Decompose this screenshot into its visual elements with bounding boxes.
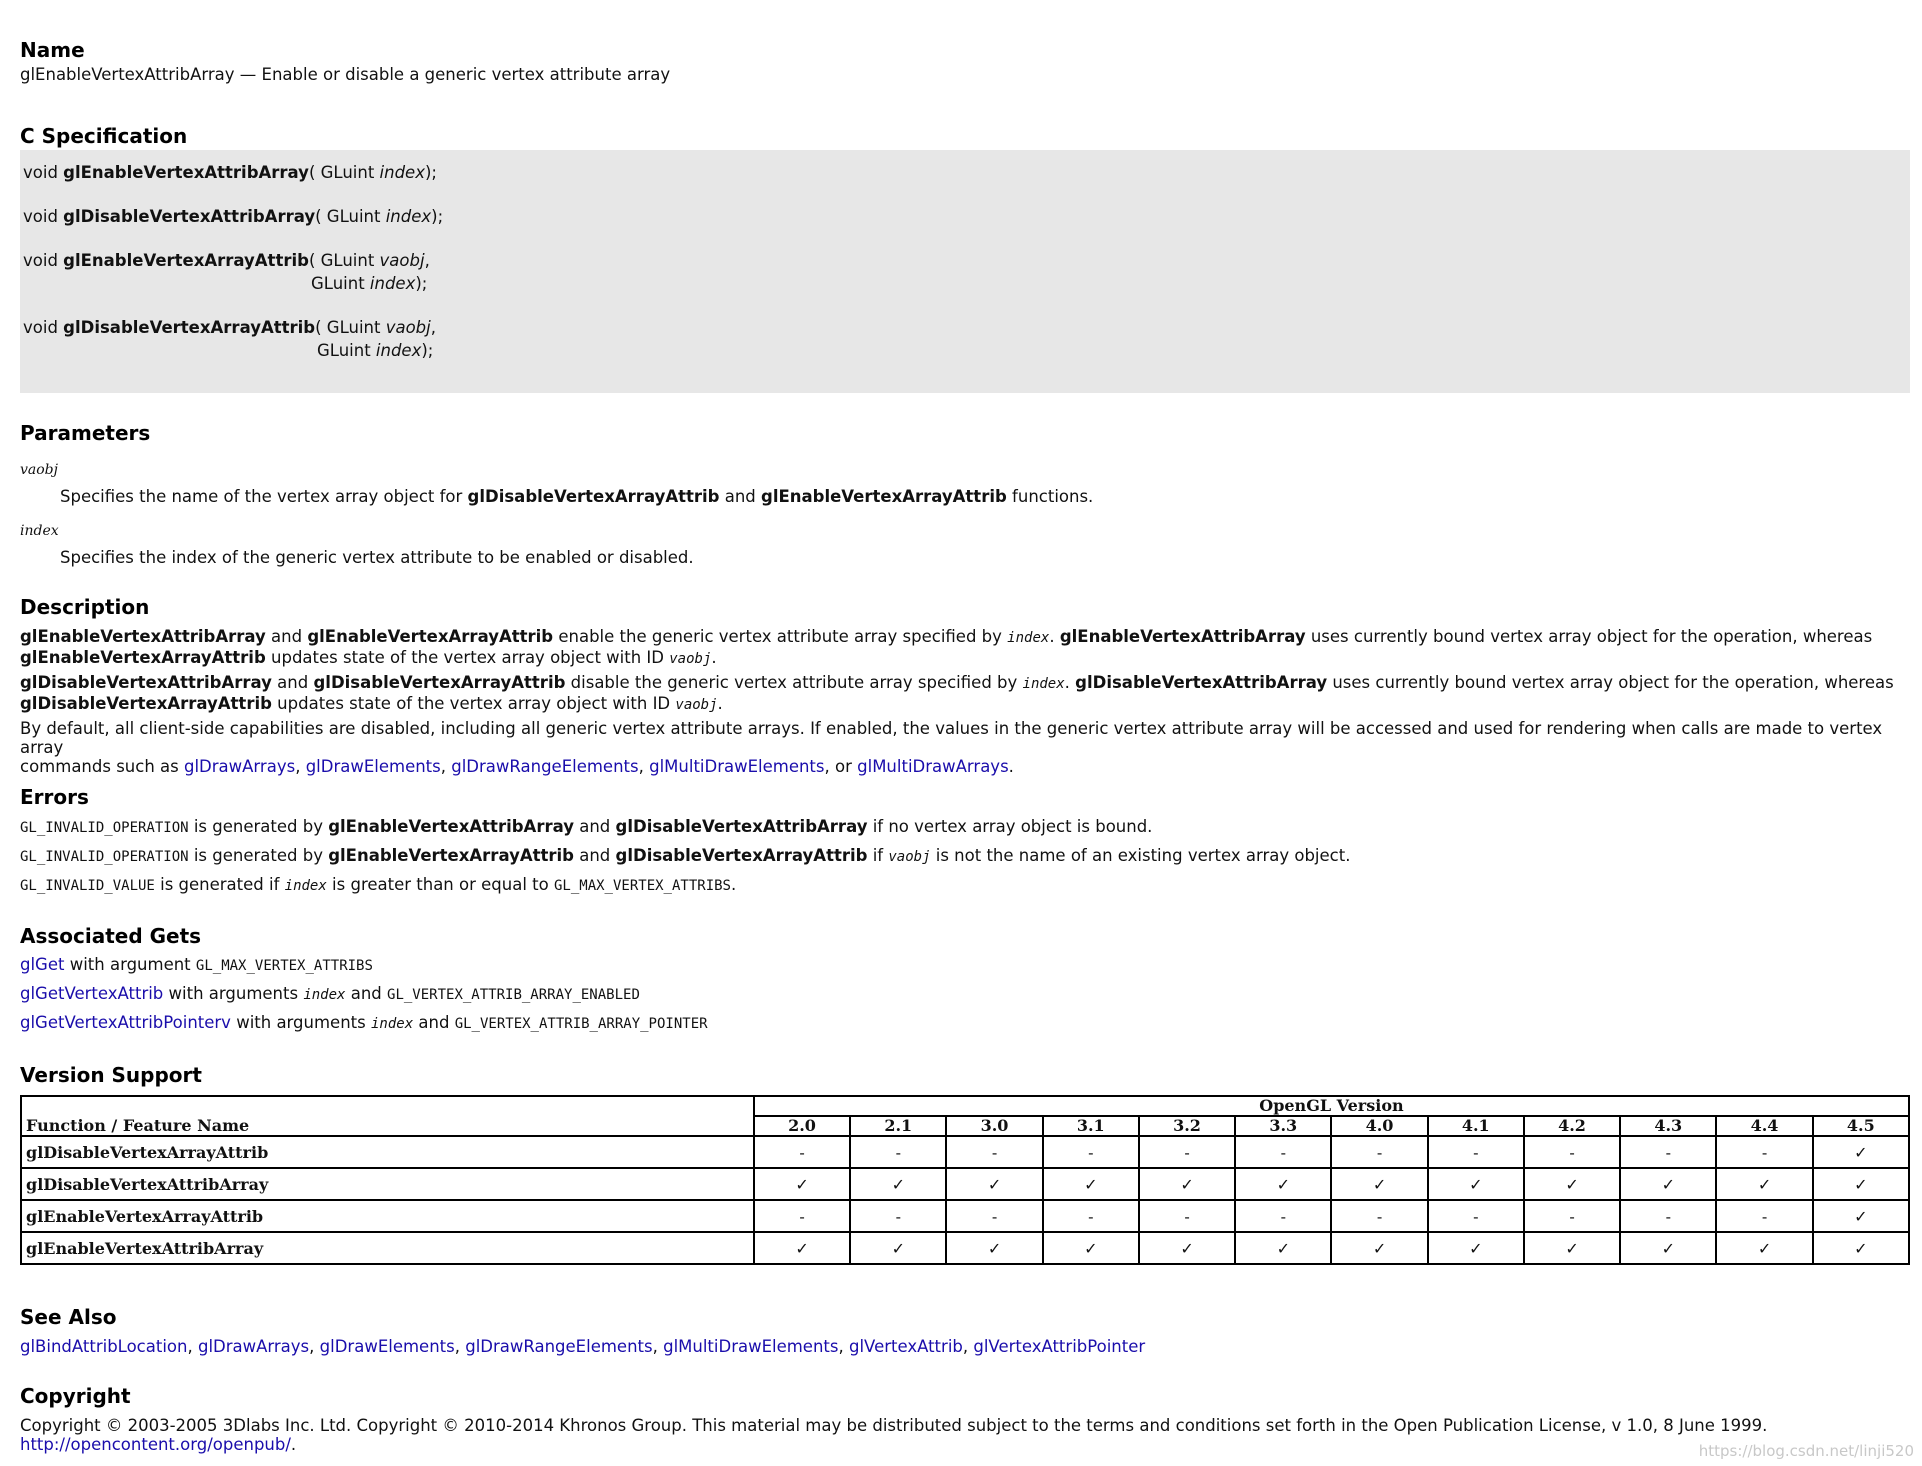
supported-check-cell: ✓ [946, 1168, 1042, 1200]
text: and [345, 984, 388, 1003]
cspec-line-1 [23, 163, 437, 182]
func-name: glDisableVertexArrayAttrib [467, 487, 720, 506]
supported-check-cell: ✓ [1043, 1232, 1139, 1264]
gets-heading: Associated Gets [20, 924, 202, 948]
func-name: glEnableVertexAttribArray [1059, 627, 1306, 646]
func-name: glDisableVertexArrayAttrib [615, 846, 868, 865]
version-col-2-1: 2.1 [850, 1116, 946, 1136]
unsupported-dash-cell: - [1139, 1200, 1235, 1232]
punct: ); [415, 274, 428, 293]
text: and [573, 846, 616, 865]
supported-check-cell: ✓ [1716, 1168, 1812, 1200]
link-gldrawrangeelements[interactable]: glDrawRangeElements [451, 757, 639, 776]
text: with argument [64, 955, 196, 974]
link-glbindattriblocation[interactable]: glBindAttribLocation [20, 1337, 188, 1356]
desc-heading: Description [20, 595, 150, 619]
param-ref: index [284, 878, 327, 894]
link-gldrawarrays[interactable]: glDrawArrays [197, 1337, 310, 1356]
desc-para-2 [20, 673, 1910, 715]
supported-check-cell: ✓ [754, 1168, 850, 1200]
supported-check-cell: ✓ [1428, 1232, 1524, 1264]
text: , or [824, 757, 858, 776]
param-name: index [369, 274, 416, 293]
punct: ); [421, 341, 434, 360]
constant: GL_VERTEX_ATTRIB_ARRAY_ENABLED [387, 987, 640, 1003]
supported-check-cell: ✓ [850, 1232, 946, 1264]
unsupported-dash-cell: - [1716, 1200, 1812, 1232]
link-gldrawarrays[interactable]: glDrawArrays [183, 757, 296, 776]
col-header-function: Function / Feature Name [21, 1096, 754, 1136]
unsupported-dash-cell: - [1331, 1200, 1427, 1232]
text: By default, all client-side capabilities are disabled, including all generic vertex attribute arrays. If enabled, the values in the generic vertex attribute array will be accessed and used for rendering when calls are made to vertex array [20, 719, 1883, 757]
separator: , [652, 1337, 664, 1356]
cspec-line-3b [311, 274, 427, 293]
text: , [295, 757, 306, 776]
text: disable the generic vertex attribute array specified by [565, 673, 1023, 692]
row-function-name: glDisableVertexAttribArray [21, 1168, 754, 1200]
link-gldrawelements[interactable]: glDrawElements [305, 757, 441, 776]
separator: , [309, 1337, 320, 1356]
link-openpub[interactable]: http://opencontent.org/openpub/ [20, 1435, 291, 1454]
punct: ); [424, 163, 437, 182]
text: is not the name of an existing vertex array object. [930, 846, 1351, 865]
supported-check-cell: ✓ [754, 1232, 850, 1264]
link-glmultidrawarrays[interactable]: glMultiDrawArrays [857, 757, 1009, 776]
name-func: glEnableVertexAttribArray [20, 65, 235, 84]
supported-check-cell: ✓ [1524, 1232, 1620, 1264]
version-col-3-3: 3.3 [1235, 1116, 1331, 1136]
version-col-4-0: 4.0 [1331, 1116, 1427, 1136]
param-ref: vaobj [669, 651, 712, 667]
supported-check-cell: ✓ [1716, 1232, 1812, 1264]
supported-check-cell: ✓ [1331, 1232, 1427, 1264]
desc-para-3 [20, 719, 1910, 776]
text: , [440, 757, 452, 776]
supported-check-cell: ✓ [1620, 1168, 1716, 1200]
unsupported-dash-cell: - [1524, 1136, 1620, 1168]
error-2 [20, 846, 1350, 867]
cspec-box [20, 150, 1910, 393]
param-name: vaobj [385, 318, 431, 337]
link-glvertexattribpointer[interactable]: glVertexAttribPointer [973, 1337, 1146, 1356]
text: enable the generic vertex attribute array specified by [553, 627, 1008, 646]
cspec-line-4b [317, 341, 433, 360]
func-name: glEnableVertexArrayAttrib [328, 846, 574, 865]
ret-type: void [23, 163, 64, 182]
param-term-vaobj: vaobj [20, 462, 58, 478]
get-1 [20, 955, 373, 976]
unsupported-dash-cell: - [1043, 1136, 1139, 1168]
unsupported-dash-cell: - [1524, 1200, 1620, 1232]
func-name: glEnableVertexArrayAttrib [20, 648, 266, 667]
text: is generated if [154, 875, 285, 894]
param-ref: index [1022, 676, 1065, 692]
unsupported-dash-cell: - [850, 1136, 946, 1168]
supported-check-cell: ✓ [1139, 1168, 1235, 1200]
supported-check-cell: ✓ [1235, 1168, 1331, 1200]
func-name: glEnableVertexArrayAttrib [63, 251, 309, 270]
text: . [290, 1435, 297, 1454]
link-glmultidrawelements[interactable]: glMultiDrawElements [663, 1337, 839, 1356]
link-glvertexattrib[interactable]: glVertexAttrib [849, 1337, 963, 1356]
link-gldrawelements[interactable]: glDrawElements [319, 1337, 455, 1356]
param-name: index [375, 341, 422, 360]
supported-check-cell: ✓ [1524, 1168, 1620, 1200]
text: . [711, 648, 717, 667]
param-ref: index [1007, 630, 1050, 646]
arg-type: ( GLuint [308, 163, 380, 182]
arg-type: ( GLuint [315, 207, 386, 226]
text: and [265, 627, 308, 646]
row-function-name: glDisableVertexArrayAttrib [21, 1136, 754, 1168]
unsupported-dash-cell: - [1139, 1136, 1235, 1168]
unsupported-dash-cell: - [946, 1200, 1042, 1232]
error-code: GL_INVALID_OPERATION [20, 849, 189, 865]
separator: , [187, 1337, 198, 1356]
version-col-4-5: 4.5 [1813, 1116, 1909, 1136]
error-1 [20, 817, 1152, 838]
version-col-3-2: 3.2 [1139, 1116, 1235, 1136]
copyright-heading: Copyright [20, 1384, 131, 1408]
func-name: glDisableVertexAttribArray [20, 673, 272, 692]
version-col-2-0: 2.0 [754, 1116, 850, 1136]
link-glgetvertexattribpointerv[interactable]: glGetVertexAttribPointerv [20, 1013, 231, 1032]
func-name: glDisableVertexArrayAttrib [20, 694, 272, 713]
unsupported-dash-cell: - [850, 1200, 946, 1232]
supported-check-cell: ✓ [946, 1232, 1042, 1264]
separator: , [838, 1337, 849, 1356]
unsupported-dash-cell: - [1620, 1200, 1716, 1232]
seealso-links [20, 1337, 1145, 1356]
link-glmultidrawelements[interactable]: glMultiDrawElements [649, 757, 825, 776]
unsupported-dash-cell: - [1428, 1136, 1524, 1168]
punct: , [424, 251, 430, 270]
func-name: glEnableVertexAttribArray [328, 817, 574, 836]
params-heading: Parameters [20, 421, 151, 445]
text: commands such as [20, 757, 184, 776]
error-code: GL_INVALID_OPERATION [20, 820, 189, 836]
version-table [20, 1095, 1910, 1265]
unsupported-dash-cell: - [754, 1200, 850, 1232]
text: and [271, 673, 314, 692]
cspec-line-2 [23, 207, 443, 226]
text: if no vertex array object is bound. [867, 817, 1153, 836]
unsupported-dash-cell: - [1235, 1200, 1331, 1232]
text: updates state of the vertex array object with ID [265, 648, 670, 667]
supported-check-cell: ✓ [1043, 1168, 1139, 1200]
cspec-line-4 [23, 318, 436, 337]
cspec-heading: C Specification [20, 124, 188, 148]
text: with arguments [230, 1013, 371, 1032]
version-col-3-1: 3.1 [1043, 1116, 1139, 1136]
supported-check-cell: ✓ [850, 1168, 946, 1200]
ret-type: void [23, 251, 64, 270]
constant: GL_VERTEX_ATTRIB_ARRAY_POINTER [454, 1016, 708, 1032]
text: Copyright © 2003-2005 3Dlabs Inc. Ltd. Copyright © 2010-2014 Khronos Group. This material may be distributed subject to the terms and conditions set forth in the Open Publication License, v 1.0, 8 June 1999. [20, 1416, 1768, 1435]
group-header-opengl-version: OpenGL Version [754, 1096, 1909, 1116]
arg-type: GLuint [317, 341, 376, 360]
unsupported-dash-cell: - [1331, 1136, 1427, 1168]
param-ref: index [303, 987, 346, 1003]
unsupported-dash-cell: - [946, 1136, 1042, 1168]
unsupported-dash-cell: - [1620, 1136, 1716, 1168]
seealso-heading: See Also [20, 1305, 117, 1329]
version-heading: Version Support [20, 1063, 202, 1087]
func-name: glEnableVertexArrayAttrib [307, 627, 554, 646]
supported-check-cell: ✓ [1428, 1168, 1524, 1200]
text: and [719, 487, 762, 506]
text: uses currently bound vertex array object for the operation, whereas [1327, 673, 1894, 692]
func-name: glDisableVertexArrayAttrib [313, 673, 566, 692]
func-name: glDisableVertexAttribArray [1075, 673, 1328, 692]
name-line [20, 65, 670, 84]
supported-check-cell: ✓ [1813, 1232, 1909, 1264]
name-desc: Enable or disable a generic vertex attribute array [261, 65, 671, 84]
constant: GL_MAX_VERTEX_ATTRIBS [195, 958, 373, 974]
text: is generated by [188, 817, 329, 836]
text: uses currently bound vertex array object for the operation, whereas [1305, 627, 1873, 646]
desc-para-1 [20, 627, 1910, 669]
version-col-4-1: 4.1 [1428, 1116, 1524, 1136]
version-col-4-4: 4.4 [1716, 1116, 1812, 1136]
text: . [731, 875, 737, 894]
text: Specifies the name of the vertex array object for [60, 487, 468, 506]
errors-heading: Errors [20, 785, 89, 809]
row-function-name: glEnableVertexAttribArray [21, 1232, 754, 1264]
supported-check-cell: ✓ [1139, 1232, 1235, 1264]
func-name: glEnableVertexAttribArray [63, 163, 309, 182]
func-name: glDisableVertexArrayAttrib [63, 318, 316, 337]
unsupported-dash-cell: - [1235, 1136, 1331, 1168]
unsupported-dash-cell: - [754, 1136, 850, 1168]
arg-type: ( GLuint [315, 318, 386, 337]
func-name: glDisableVertexAttribArray [63, 207, 316, 226]
get-3 [20, 1013, 708, 1034]
text: updates state of the vertex array object with ID [271, 694, 676, 713]
text: . [1049, 627, 1060, 646]
punct: , [430, 318, 436, 337]
supported-check-cell: ✓ [1813, 1200, 1909, 1232]
get-2 [20, 984, 640, 1005]
param-def-index: Specifies the index of the generic vertex attribute to be enabled or disabled. [60, 548, 694, 567]
name-sep: — [234, 65, 262, 84]
version-col-3-0: 3.0 [946, 1116, 1042, 1136]
param-ref: index [370, 1016, 414, 1032]
text: . [1064, 673, 1076, 692]
text: is generated by [188, 846, 329, 865]
name-heading: Name [20, 38, 85, 62]
watermark: https://blog.csdn.net/linji520 [1698, 1442, 1914, 1460]
param-ref: vaobj [888, 849, 931, 865]
supported-check-cell: ✓ [1620, 1232, 1716, 1264]
link-glgetvertexattrib[interactable]: glGetVertexAttrib [20, 984, 164, 1003]
separator: , [962, 1337, 974, 1356]
ret-type: void [23, 318, 64, 337]
punct: ); [431, 207, 444, 226]
supported-check-cell: ✓ [1813, 1168, 1909, 1200]
text: and [573, 817, 616, 836]
text: and [413, 1013, 455, 1032]
param-def-vaobj [60, 487, 1093, 506]
param-name: vaobj [379, 251, 425, 270]
version-table-body [21, 1136, 1909, 1264]
text: with arguments [163, 984, 304, 1003]
param-term-index: index [20, 523, 59, 539]
table-row [21, 1200, 1909, 1232]
supported-check-cell: ✓ [1331, 1168, 1427, 1200]
constant: GL_MAX_VERTEX_ATTRIBS [553, 878, 731, 894]
version-col-4-2: 4.2 [1524, 1116, 1620, 1136]
supported-check-cell: ✓ [1235, 1232, 1331, 1264]
func-name: glDisableVertexAttribArray [615, 817, 868, 836]
param-name: index [379, 163, 425, 182]
text: is greater than or equal to [326, 875, 554, 894]
unsupported-dash-cell: - [1428, 1200, 1524, 1232]
cspec-line-3 [23, 251, 430, 270]
param-name: index [385, 207, 432, 226]
text: , [638, 757, 650, 776]
link-glget[interactable]: glGet [20, 955, 65, 974]
table-row [21, 1232, 1909, 1264]
version-col-4-3: 4.3 [1620, 1116, 1716, 1136]
func-name: glEnableVertexAttribArray [20, 627, 266, 646]
row-function-name: glEnableVertexArrayAttrib [21, 1200, 754, 1232]
copyright-text [20, 1416, 1910, 1454]
arg-type: ( GLuint [308, 251, 380, 270]
link-gldrawrangeelements[interactable]: glDrawRangeElements [465, 1337, 653, 1356]
ret-type: void [23, 207, 64, 226]
text: if [867, 846, 889, 865]
text: functions. [1006, 487, 1094, 506]
func-name: glEnableVertexArrayAttrib [761, 487, 1007, 506]
arg-type: GLuint [311, 274, 370, 293]
error-3 [20, 875, 736, 896]
param-ref: vaobj [675, 697, 718, 713]
unsupported-dash-cell: - [1043, 1200, 1139, 1232]
text: . [1008, 757, 1014, 776]
supported-check-cell: ✓ [1813, 1136, 1909, 1168]
error-code: GL_INVALID_VALUE [20, 878, 155, 894]
separator: , [454, 1337, 466, 1356]
unsupported-dash-cell: - [1716, 1136, 1812, 1168]
table-row [21, 1136, 1909, 1168]
text: . [717, 694, 723, 713]
table-row [21, 1168, 1909, 1200]
